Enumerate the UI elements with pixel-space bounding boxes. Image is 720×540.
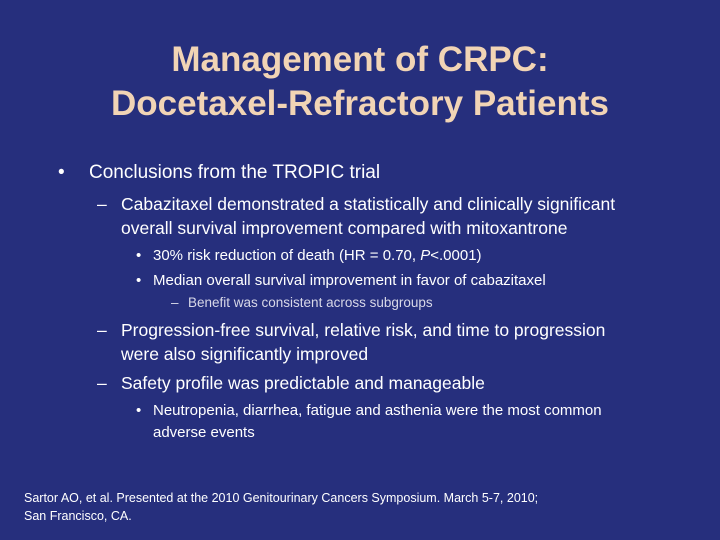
- item-line-2: adverse events: [153, 424, 255, 441]
- sub-bullet-text: Safety profile was predictable and manageable: [121, 373, 485, 393]
- bullet-marker: •: [58, 162, 65, 183]
- bullet-marker: •: [136, 402, 142, 419]
- footnote-line-2: San Francisco, CA.: [24, 509, 132, 523]
- sub-bullet-line-1: Cabazitaxel demonstrated a statistically and clinically significant: [121, 194, 616, 214]
- sub-bullet-line-2: were also significantly improved: [121, 344, 369, 364]
- sub-bullet-line-1: Progression-free survival, relative risk, and time to progression: [121, 320, 606, 340]
- dash-marker: –: [97, 194, 107, 214]
- footnote-line-1: Sartor AO, et al. Presented at the 2010 Genitourinary Cancers Symposium. March 5-7, 2010;: [24, 491, 539, 505]
- dash-marker: –: [97, 373, 107, 393]
- title-line-1: Management of CRPC:: [171, 40, 549, 79]
- dash-marker: –: [97, 320, 107, 340]
- dash-marker: –: [171, 295, 179, 310]
- p-value-symbol: P: [420, 247, 431, 264]
- item-text-suffix: <.0001): [430, 247, 482, 264]
- citation-footnote: [24, 489, 538, 525]
- item-text: Median overall survival improvement in favor of cabazitaxel: [153, 272, 546, 289]
- slide-title: [40, 38, 680, 126]
- bullet-marker: •: [136, 247, 142, 264]
- item-text-prefix: 30% risk reduction of death (HR = 0.70,: [153, 247, 421, 264]
- sub-bullet-line-2: overall survival improvement compared with mitoxantrone: [121, 218, 568, 238]
- detail-text: Benefit was consistent across subgroups: [188, 295, 433, 310]
- bullet-marker: •: [136, 272, 142, 289]
- item-line-1: Neutropenia, diarrhea, fatigue and asthenia were the most common: [153, 402, 602, 419]
- title-line-2: Docetaxel-Refractory Patients: [111, 84, 609, 123]
- item-text: [153, 245, 482, 266]
- bullet-text: Conclusions from the TROPIC trial: [89, 162, 381, 183]
